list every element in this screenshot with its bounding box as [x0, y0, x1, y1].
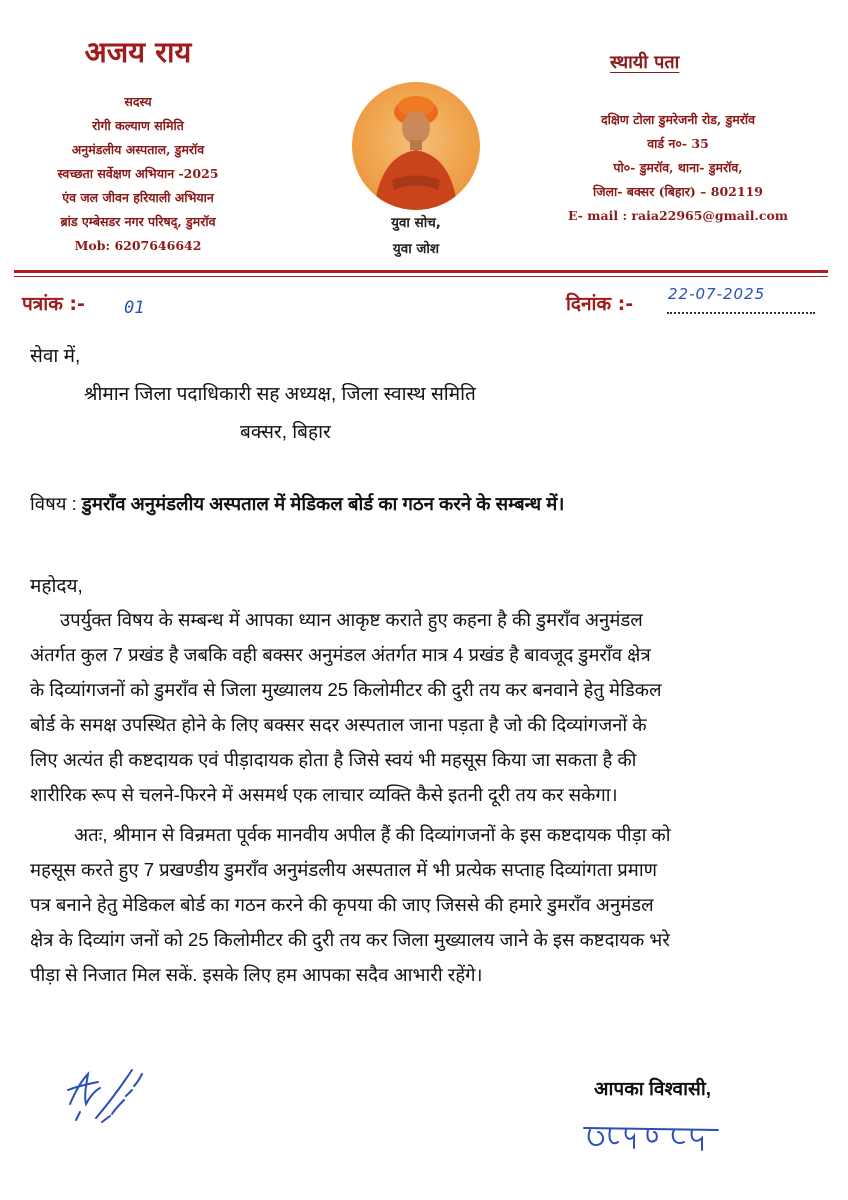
- designation-line: रोगी कल्याण समिति: [92, 118, 184, 133]
- signature: [578, 1118, 728, 1158]
- paragraph-line: लिए अत्यंत ही कष्टदायक एवं पीड़ादायक होता है जिसे स्वयं भी महसूस किया जा सकता है की: [30, 749, 637, 770]
- designation-line: स्वच्छता सर्वेक्षण अभियान -2025: [57, 166, 219, 181]
- mobile-number: Mob: 6207646642: [74, 238, 202, 253]
- paragraph-line: पत्र बनाने हेतु मेडिकल बोर्ड का गठन करने की कृपया की जाए जिससे की हमारे डुमराँव अनुमंडल: [30, 894, 654, 915]
- motto: [330, 210, 502, 262]
- header-divider: [14, 270, 828, 273]
- address-block: [548, 108, 808, 228]
- salutation: महोदय,: [30, 576, 83, 597]
- sender-name: अजय राय: [84, 35, 192, 69]
- patrank-label: पत्रांक :-: [22, 293, 85, 315]
- subject-label: विषय :: [30, 493, 77, 514]
- sender-designations: [0, 90, 276, 258]
- paragraph-1: [30, 602, 810, 812]
- date-dotted-line: [667, 312, 815, 314]
- subject: [30, 491, 564, 516]
- header-divider-thin: [14, 276, 828, 277]
- subject-text: डुमराँव अनुमंडलीय अस्पताल में मेडिकल बोर्ड का गठन करने के सम्बन्ध में।: [81, 493, 565, 514]
- designation-line: सदस्य: [124, 94, 152, 109]
- date-value: 22-07-2025: [668, 285, 766, 303]
- sewa-me: सेवा में,: [30, 346, 81, 367]
- address-line: जिला- बक्सर (बिहार) – 802119: [593, 184, 763, 199]
- paragraph-line: उपर्युक्त विषय के सम्बन्ध में आपका ध्यान आकृष्ट कराते हुए कहना है की डुमराँव अनुमंडल: [60, 609, 643, 630]
- motto-line: युवा जोश: [392, 241, 440, 257]
- recipient-line-1: श्रीमान जिला पदाधिकारी सह अध्यक्ष, जिला स्वास्थ समिति: [84, 384, 476, 405]
- address-title: स्थायी पता: [610, 52, 680, 73]
- paragraph-line: शारीरिक रूप से चलने-फिरने में असमर्थ एक लाचार व्यक्ति कैसे इतनी दूरी तय कर सकेगा।: [30, 784, 618, 805]
- designation-line: अनुमंडलीय अस्पताल, डुमरॉव: [71, 142, 205, 157]
- motto-line: युवा सोच,: [391, 215, 441, 231]
- portrait-photo: [352, 82, 480, 210]
- paragraph-line: क्षेत्र के दिव्यांग जनों को 25 किलोमीटर की दुरी तय कर जिला मुख्यालय जाने के इस कष्टदायक भरे: [30, 929, 670, 950]
- address-line: वार्ड न०- 35: [647, 136, 709, 151]
- paragraph-line: के दिव्यांगजनों को डुमराँव से जिला मुख्यालय 25 किलोमीटर की दुरी तय कर बनवाने हेतु मेडिकल: [30, 679, 662, 700]
- paragraph-line: पीड़ा से निजात मिल सकें. इसके लिए हम आपका सदैव आभारी रहेंगे।: [30, 964, 483, 985]
- handwritten-initials: [62, 1060, 152, 1130]
- email-line: E- mail : raia22965@gmail.com: [567, 208, 789, 223]
- designation-line: ब्रांड एम्बेसडर नगर परिषद्, डुमरॉव: [60, 214, 216, 229]
- paragraph-line: महसूस करते हुए 7 प्रखण्डीय डुमराँव अनुमंडलीय अस्पताल में भी प्रत्येक सप्ताह दिव्यांगता प्रमाण: [30, 859, 658, 880]
- address-line: पो०- डुमरॉव, थाना- डुमरॉव,: [613, 160, 743, 175]
- designation-line: एंव जल जीवन हरियाली अभियान: [62, 190, 214, 205]
- patrank-value: 01: [124, 298, 145, 318]
- closing: आपका विश्वासी,: [594, 1079, 712, 1100]
- paragraph-line: बोर्ड के समक्ष उपस्थित होने के लिए बक्सर सदर अस्पताल जाना पड़ता है जो की दिव्यांगजनों के: [30, 714, 647, 735]
- portrait-figure-icon: [352, 82, 480, 210]
- dinank-label: दिनांक :-: [566, 293, 634, 315]
- paragraph-line: अंतर्गत कुल 7 प्रखंड है जबकि वही बक्सर अनुमंडल अंतर्गत मात्र 4 प्रखंड है बावजूद डुमराँव क्षेत्र: [30, 644, 651, 665]
- recipient-line-2: बक्सर, बिहार: [240, 422, 331, 443]
- paragraph-2: [30, 817, 810, 992]
- paragraph-line: अतः, श्रीमान से विन्रमता पूर्वक मानवीय अपील हैं की दिव्यांगजनों के इस कष्टदायक पीड़ा को: [74, 824, 671, 845]
- address-line: दक्षिण टोला डुमरेजनी रोड, डुमरॉव: [600, 112, 756, 127]
